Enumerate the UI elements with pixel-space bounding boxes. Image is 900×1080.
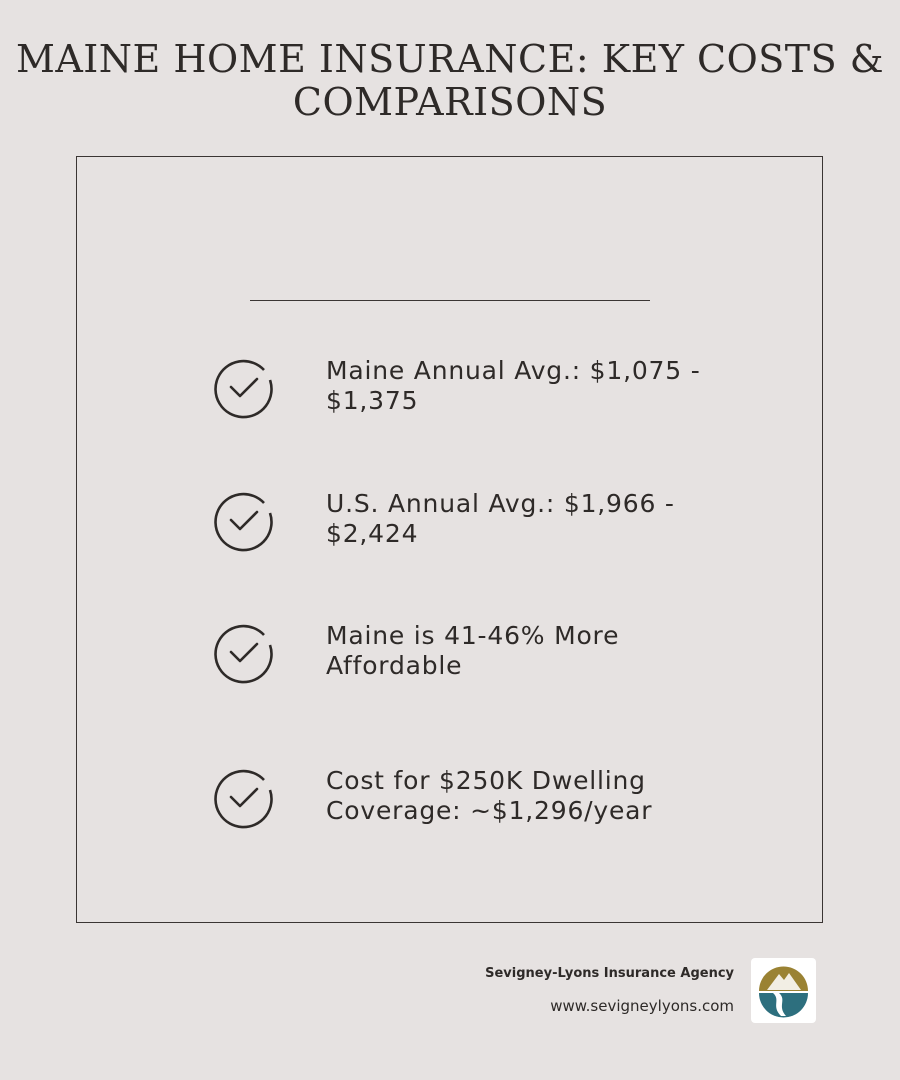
agency-name: Sevigney-Lyons Insurance Agency <box>485 966 734 981</box>
page-title: MAINE HOME INSURANCE: KEY COSTS & COMPARISONS <box>15 37 885 124</box>
check-circle-icon <box>212 489 276 553</box>
website-link[interactable]: www.sevigneylyons.com <box>550 997 734 1015</box>
mountain-river-logo-icon <box>751 958 816 1023</box>
list-item <box>212 766 712 836</box>
list-item <box>212 621 712 691</box>
item-text: Maine is 41-46% More Affordable <box>326 621 620 680</box>
list-item <box>212 356 712 426</box>
item-text: Cost for $250K Dwelling Coverage: ~$1,296/year <box>326 766 653 825</box>
item-text: Maine Annual Avg.: $1,075 - $1,375 <box>326 356 701 415</box>
divider <box>250 300 650 301</box>
check-circle-icon <box>212 356 276 420</box>
list-item <box>212 489 712 559</box>
check-circle-icon <box>212 621 276 685</box>
item-text: U.S. Annual Avg.: $1,966 - $2,424 <box>326 489 675 548</box>
check-circle-icon <box>212 766 276 830</box>
